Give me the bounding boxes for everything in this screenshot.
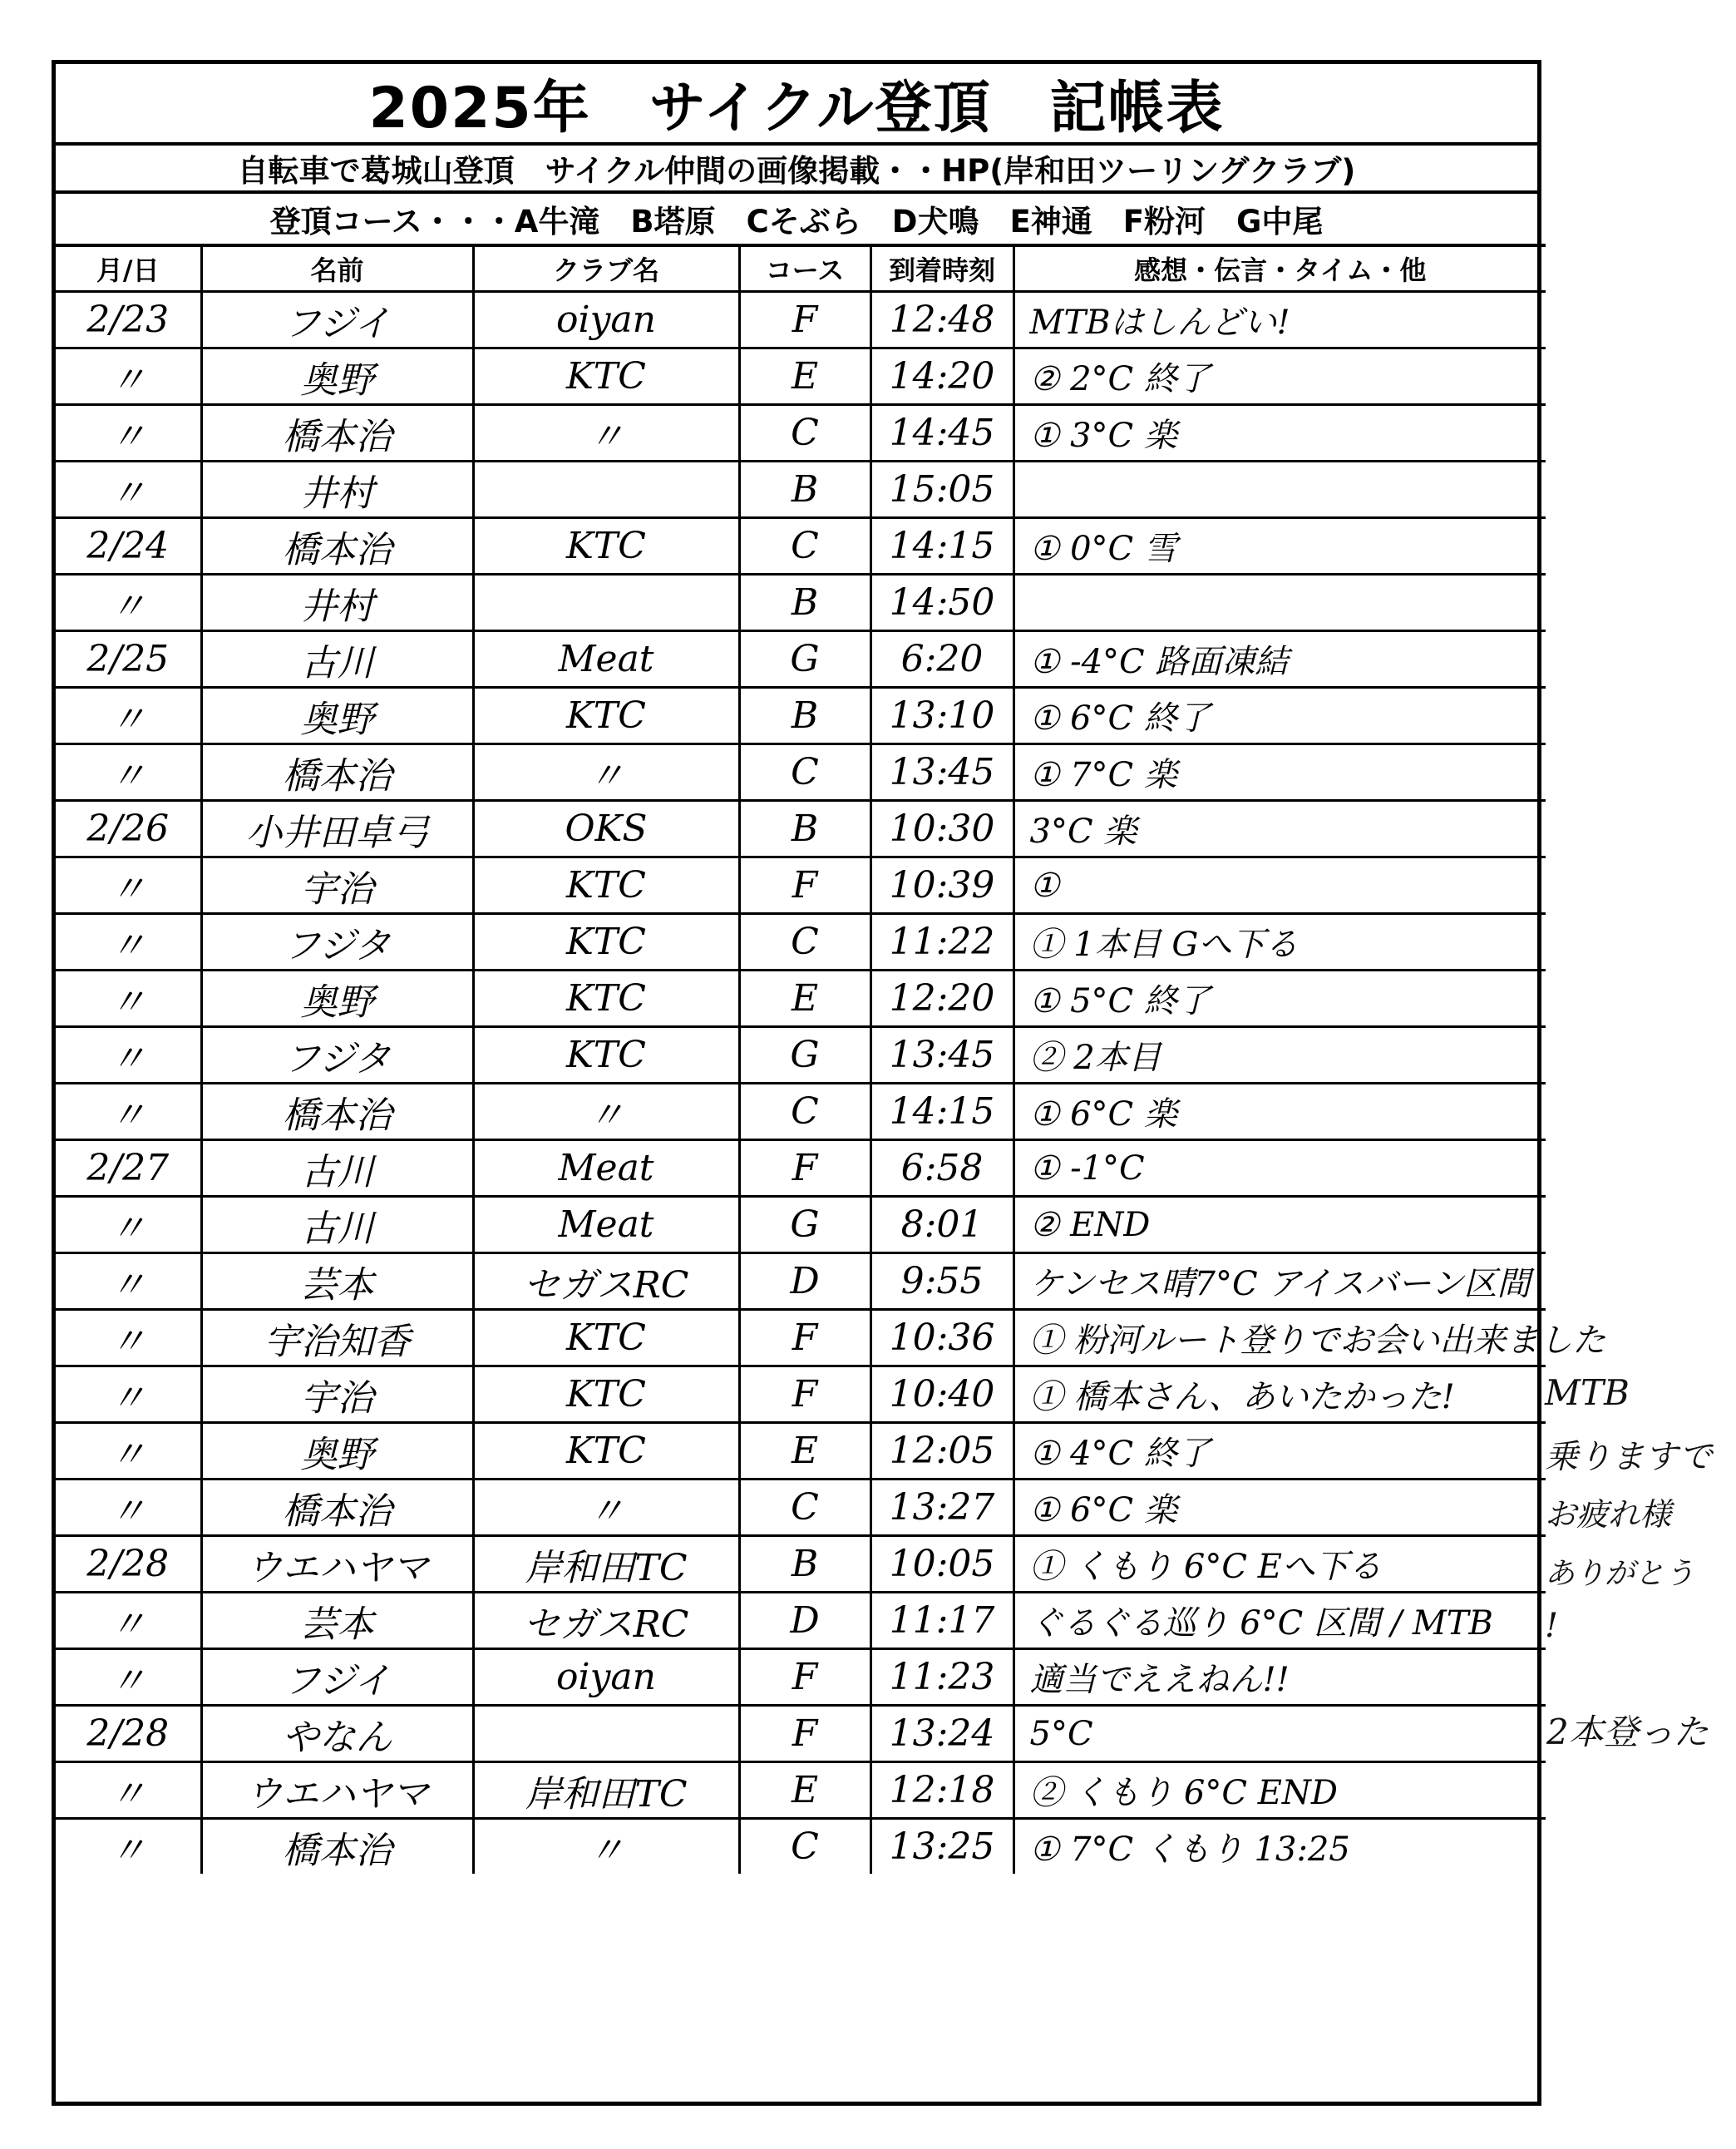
cell-date: 2/24 <box>56 518 201 575</box>
cell-note: 3°C 楽 <box>1013 801 1546 857</box>
margin-note: 2本登った <box>1546 1712 1709 1752</box>
cell-time: 13:45 <box>870 744 1013 801</box>
cell-time: 12:48 <box>870 292 1013 348</box>
cell-name: 井村 <box>201 462 473 518</box>
cell-club: 岸和田TC <box>473 1536 739 1593</box>
cell-time: 13:25 <box>870 1819 1013 1875</box>
cell-time: 12:18 <box>870 1762 1013 1819</box>
cell-date: 〃 <box>56 1253 201 1310</box>
cell-name: やなん <box>201 1706 473 1762</box>
cell-course: F <box>739 292 870 348</box>
cell-time: 10:40 <box>870 1366 1013 1423</box>
cell-course: F <box>739 1310 870 1366</box>
table-row <box>56 1593 1546 1649</box>
table-row <box>56 1140 1546 1197</box>
cell-name: フジイ <box>201 292 473 348</box>
margin-note: 乗りますで <box>1545 1438 1713 1476</box>
cell-note: ① 7°C くもり 13:25 <box>1013 1819 1546 1875</box>
table-row <box>56 857 1546 914</box>
cell-name: 橋本治 <box>201 405 473 462</box>
cell-time: 13:27 <box>870 1480 1013 1536</box>
cell-club: KTC <box>473 971 739 1027</box>
cell-time: 12:20 <box>870 971 1013 1027</box>
header-row <box>56 245 1546 292</box>
cell-note: ② END <box>1013 1197 1546 1253</box>
table-row <box>56 801 1546 857</box>
cell-note: ① 6°C 楽 <box>1013 1480 1546 1536</box>
cell-date: 〃 <box>56 1480 201 1536</box>
cell-date: 〃 <box>56 1762 201 1819</box>
cell-name: ウエハヤマ <box>201 1762 473 1819</box>
cell-date: 〃 <box>56 1027 201 1084</box>
cell-name: 井村 <box>201 575 473 631</box>
table-row <box>56 292 1546 348</box>
cell-note: ② 2本目 <box>1013 1027 1546 1084</box>
cell-note: ① 6°C 終了 <box>1013 688 1546 744</box>
cell-club: 〃 <box>473 1480 739 1536</box>
cell-date: 2/27 <box>56 1140 201 1197</box>
cell-course: E <box>739 348 870 405</box>
cell-club <box>473 462 739 518</box>
cell-date: 〃 <box>56 857 201 914</box>
cell-note: ① 4°C 終了 <box>1013 1423 1546 1480</box>
cell-course: C <box>739 405 870 462</box>
log-sheet <box>52 60 1606 2106</box>
cell-course: F <box>739 857 870 914</box>
cell-date: 〃 <box>56 914 201 971</box>
cell-course: D <box>739 1253 870 1310</box>
cell-note: ② 2°C 終了 <box>1013 348 1546 405</box>
cell-club: 〃 <box>473 744 739 801</box>
cell-name: 橋本治 <box>201 1084 473 1140</box>
cell-date: 〃 <box>56 744 201 801</box>
cell-time: 10:30 <box>870 801 1013 857</box>
cell-date: 2/23 <box>56 292 201 348</box>
cell-course: G <box>739 1027 870 1084</box>
table-row <box>56 1706 1546 1762</box>
cell-date: 〃 <box>56 971 201 1027</box>
cell-date: 〃 <box>56 1197 201 1253</box>
cell-club: セガスRC <box>473 1253 739 1310</box>
cell-name: ウエハヤマ <box>201 1536 473 1593</box>
cell-course: C <box>739 1819 870 1875</box>
cell-time: 6:58 <box>870 1140 1013 1197</box>
cell-time: 14:15 <box>870 1084 1013 1140</box>
cell-date: 〃 <box>56 1423 201 1480</box>
cell-club: 〃 <box>473 405 739 462</box>
cell-course: B <box>739 688 870 744</box>
cell-note: ① -4°C 路面凍結 <box>1013 631 1546 688</box>
log-table <box>56 244 1606 1874</box>
cell-course: G <box>739 1197 870 1253</box>
cell-name: フジタ <box>201 1027 473 1084</box>
cell-name: 奥野 <box>201 971 473 1027</box>
cell-name: フジタ <box>201 914 473 971</box>
cell-course: C <box>739 1480 870 1536</box>
cell-date: 2/26 <box>56 801 201 857</box>
cell-date: 〃 <box>56 575 201 631</box>
table-row <box>56 744 1546 801</box>
col-header-club: クラブ名 <box>473 245 739 292</box>
col-header-date: 月/日 <box>56 245 201 292</box>
table-row <box>56 1536 1546 1593</box>
margin-note: お疲れ様 <box>1545 1496 1672 1533</box>
cell-date: 〃 <box>56 405 201 462</box>
table-row <box>56 1310 1546 1366</box>
table-row <box>56 1649 1546 1706</box>
table-row <box>56 1819 1546 1875</box>
table-row <box>56 1253 1546 1310</box>
cell-note: ケンセス晴7°C アイスバーン区間 <box>1013 1253 1546 1310</box>
cell-club <box>473 1706 739 1762</box>
cell-note: MTBはしんどい! <box>1013 292 1546 348</box>
table-row <box>56 631 1546 688</box>
table-row <box>56 348 1546 405</box>
cell-name: 宇治知香 <box>201 1310 473 1366</box>
cell-note: ② くもり 6°C END <box>1013 1762 1546 1819</box>
cell-time: 12:05 <box>870 1423 1013 1480</box>
table-row <box>56 405 1546 462</box>
cell-time: 11:23 <box>870 1649 1013 1706</box>
cell-time: 14:50 <box>870 575 1013 631</box>
cell-club: KTC <box>473 1423 739 1480</box>
cell-course: B <box>739 801 870 857</box>
cell-note <box>1013 575 1546 631</box>
table-row <box>56 1197 1546 1253</box>
table-row <box>56 971 1546 1027</box>
cell-course: C <box>739 1084 870 1140</box>
cell-name: 宇治 <box>201 857 473 914</box>
table-row <box>56 1027 1546 1084</box>
table-row <box>56 1366 1546 1423</box>
cell-note: ① 3°C 楽 <box>1013 405 1546 462</box>
cell-name: 宇治 <box>201 1366 473 1423</box>
cell-note: ぐるぐる巡り 6°C 区間 / MTB <box>1013 1593 1546 1649</box>
table-row <box>56 1480 1546 1536</box>
cell-date: 〃 <box>56 462 201 518</box>
cell-course: C <box>739 744 870 801</box>
cell-course: E <box>739 1762 870 1819</box>
cell-date: 〃 <box>56 1649 201 1706</box>
cell-note: ① 粉河ルート登りでお会い出来ました <box>1013 1310 1546 1366</box>
cell-date: 〃 <box>56 1593 201 1649</box>
table-row <box>56 914 1546 971</box>
cell-club: KTC <box>473 914 739 971</box>
cell-name: 奥野 <box>201 1423 473 1480</box>
cell-time: 14:20 <box>870 348 1013 405</box>
col-header-notes: 感想・伝言・タイム・他 <box>1013 245 1546 292</box>
cell-date: 〃 <box>56 1819 201 1875</box>
cell-note: ① 5°C 終了 <box>1013 971 1546 1027</box>
cell-note: ① 1本目 Gへ下る <box>1013 914 1546 971</box>
cell-note: ① 7°C 楽 <box>1013 744 1546 801</box>
cell-course: B <box>739 575 870 631</box>
table-row <box>56 688 1546 744</box>
cell-course: B <box>739 462 870 518</box>
cell-name: 橋本治 <box>201 1480 473 1536</box>
cell-course: F <box>739 1140 870 1197</box>
cell-club: KTC <box>473 1310 739 1366</box>
cell-name: フジイ <box>201 1649 473 1706</box>
col-header-time: 到着時刻 <box>870 245 1013 292</box>
cell-time: 14:45 <box>870 405 1013 462</box>
cell-course: C <box>739 518 870 575</box>
cell-course: B <box>739 1536 870 1593</box>
cell-club: KTC <box>473 688 739 744</box>
cell-note: ① 6°C 楽 <box>1013 1084 1546 1140</box>
cell-note <box>1013 462 1546 518</box>
cell-note: 適当でええねん!! <box>1013 1649 1546 1706</box>
cell-time: 14:15 <box>870 518 1013 575</box>
cell-name: 橋本治 <box>201 1819 473 1875</box>
cell-name: 奥野 <box>201 688 473 744</box>
cell-name: 小井田卓弓 <box>201 801 473 857</box>
course-legend: 登頂コース・・・A牛滝 B塔原 Cそぶら D犬鳴 E神通 F粉河 G中尾 <box>269 204 1324 240</box>
cell-club: oiyan <box>473 292 739 348</box>
cell-time: 9:55 <box>870 1253 1013 1310</box>
cell-course: F <box>739 1706 870 1762</box>
cell-club: 岸和田TC <box>473 1762 739 1819</box>
cell-note: ① くもり 6°C Eへ下る <box>1013 1536 1546 1593</box>
table-row <box>56 1762 1546 1819</box>
cell-club: KTC <box>473 348 739 405</box>
cell-note: ① <box>1013 857 1546 914</box>
margin-note: ! <box>1545 1607 1559 1645</box>
cell-note: ① 橋本さん、あいたかった! <box>1013 1366 1546 1423</box>
cell-name: 橋本治 <box>201 518 473 575</box>
cell-club: KTC <box>473 1027 739 1084</box>
cell-time: 10:39 <box>870 857 1013 914</box>
cell-course: E <box>739 1423 870 1480</box>
cell-club: Meat <box>473 1197 739 1253</box>
cell-course: C <box>739 914 870 971</box>
cell-time: 13:45 <box>870 1027 1013 1084</box>
cell-time: 15:05 <box>870 462 1013 518</box>
log-body <box>56 292 1606 1875</box>
cell-time: 11:17 <box>870 1593 1013 1649</box>
cell-note: ① -1°C <box>1013 1140 1546 1197</box>
cell-name: 古川 <box>201 1140 473 1197</box>
col-header-name: 名前 <box>201 245 473 292</box>
cell-note: ① 0°C 雪 <box>1013 518 1546 575</box>
cell-club: セガスRC <box>473 1593 739 1649</box>
cell-time: 13:24 <box>870 1706 1013 1762</box>
cell-club <box>473 575 739 631</box>
cell-club: KTC <box>473 857 739 914</box>
table-row <box>56 462 1546 518</box>
cell-time: 10:36 <box>870 1310 1013 1366</box>
cell-club: KTC <box>473 518 739 575</box>
cell-time: 11:22 <box>870 914 1013 971</box>
table-row <box>56 575 1546 631</box>
cell-date: 2/28 <box>56 1706 201 1762</box>
cell-club: 〃 <box>473 1084 739 1140</box>
cell-time: 10:05 <box>870 1536 1013 1593</box>
cell-course: G <box>739 631 870 688</box>
cell-course: E <box>739 971 870 1027</box>
cell-club: Meat <box>473 631 739 688</box>
sheet-title: 2025年 サイクル登頂 記帳表 <box>56 64 1537 146</box>
table-row <box>56 518 1546 575</box>
cell-name: 奥野 <box>201 348 473 405</box>
sheet-subtitle: 自転車で葛城山登頂 サイクル仲間の画像掲載・・HP(岸和田ツーリングクラブ) <box>56 146 1537 194</box>
cell-name: 芸本 <box>201 1253 473 1310</box>
margin-note: MTB <box>1545 1372 1630 1413</box>
cell-name: 古川 <box>201 1197 473 1253</box>
cell-date: 〃 <box>56 688 201 744</box>
table-row <box>56 1084 1546 1140</box>
cell-name: 古川 <box>201 631 473 688</box>
table-row <box>56 1423 1546 1480</box>
cell-club: KTC <box>473 1366 739 1423</box>
cell-time: 13:10 <box>870 688 1013 744</box>
cell-name: 芸本 <box>201 1593 473 1649</box>
cell-date: 〃 <box>56 348 201 405</box>
cell-course: D <box>739 1593 870 1649</box>
cell-date: 〃 <box>56 1366 201 1423</box>
cell-course: F <box>739 1366 870 1423</box>
cell-club: Meat <box>473 1140 739 1197</box>
cell-time: 6:20 <box>870 631 1013 688</box>
cell-date: 2/28 <box>56 1536 201 1593</box>
cell-date: 〃 <box>56 1084 201 1140</box>
cell-note: 5°C <box>1013 1706 1546 1762</box>
col-header-course: コース <box>739 245 870 292</box>
cell-date: 2/25 <box>56 631 201 688</box>
cell-course: F <box>739 1649 870 1706</box>
cell-time: 8:01 <box>870 1197 1013 1253</box>
cell-date: 〃 <box>56 1310 201 1366</box>
cell-club: 〃 <box>473 1819 739 1875</box>
cell-name: 橋本治 <box>201 744 473 801</box>
cell-club: oiyan <box>473 1649 739 1706</box>
margin-note: ありがとう <box>1545 1557 1695 1591</box>
cell-club: OKS <box>473 801 739 857</box>
